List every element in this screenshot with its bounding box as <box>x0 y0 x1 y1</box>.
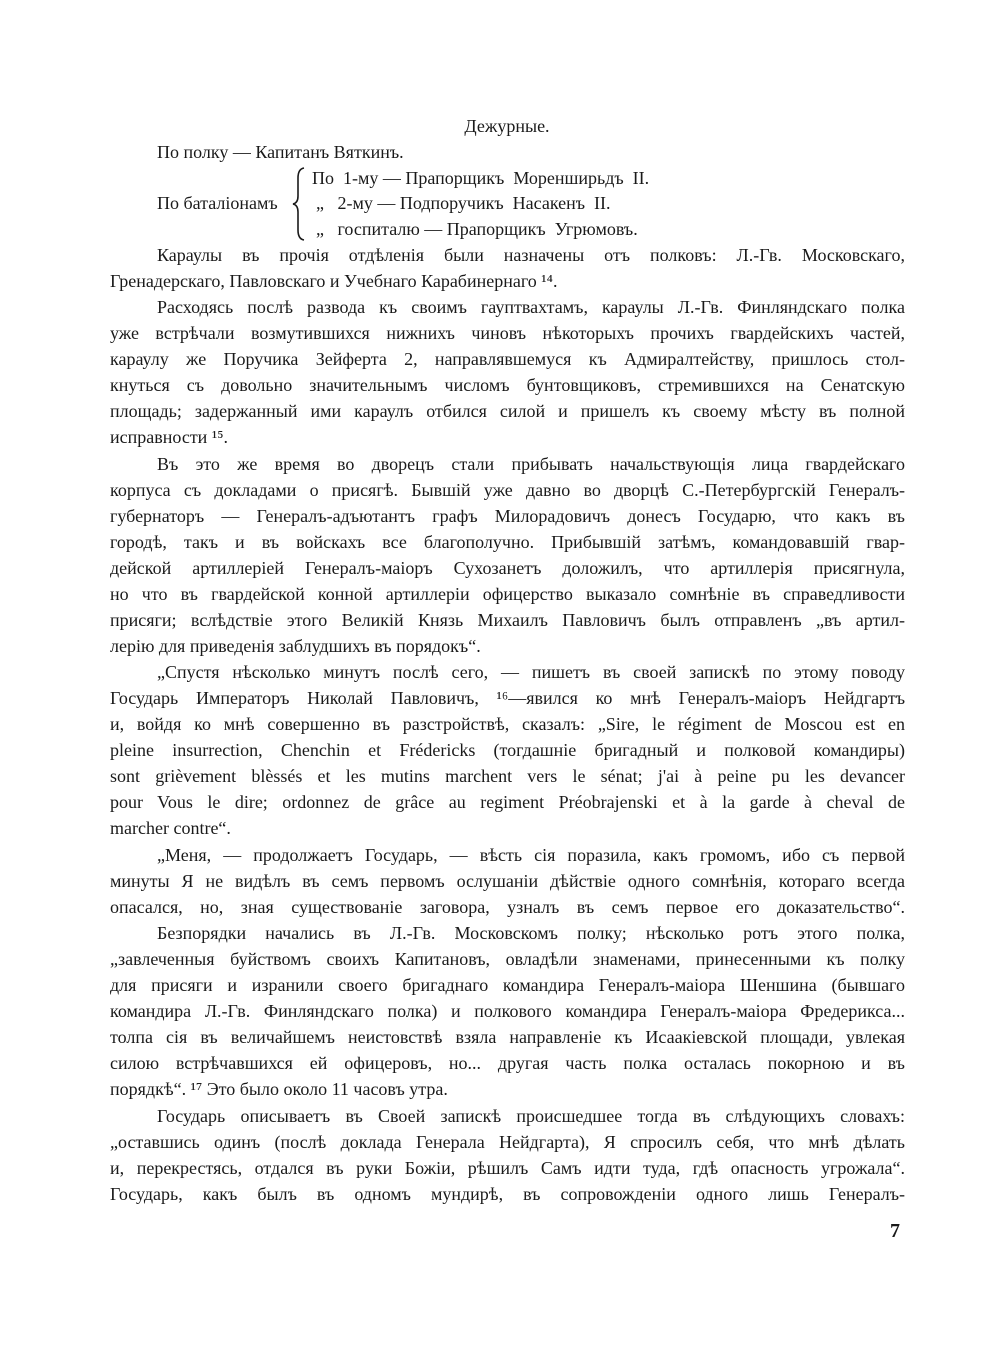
section-heading: Дежурные. <box>464 116 550 136</box>
text-line: порядкѣ“. ¹⁷ Это было около 11 часовъ утра. <box>110 1079 448 1099</box>
text-line: площадь; задержанный ими караулъ отбился силой и пришелъ къ своему мѣсту въ полной <box>110 401 905 421</box>
text-line: и, перекрестясь, отдался въ руки Божіи, рѣшилъ Самъ идти туда, гдѣ опасность угрожала“. <box>110 1158 905 1178</box>
text-line: исправности ¹⁵. <box>110 427 228 447</box>
text-line: кнуться съ довольно значительнымъ числомъ бунтовщиковъ, стремившихся на Сенатскую <box>110 375 905 395</box>
text-line: Караулы въ прочія отдѣленія были назначены отъ полковъ: Л.-Гв. Московскаго, <box>157 245 905 265</box>
paragraph <box>110 842 905 920</box>
paragraph <box>110 920 905 1102</box>
text-line: лерію для приведенія заблудшихъ въ порядокъ“. <box>110 636 481 656</box>
text-line: дейской артиллеріей Генералъ-маіоръ Сухозанетъ доложилъ, что артиллерія присягнула, <box>110 558 905 578</box>
text-line: опасался, но, зная существованіе заговора, узналъ въ семъ первое его доказательство“. <box>110 897 905 917</box>
text-line: и, войдя ко мнѣ совершенно въ разстройствѣ, сказалъ: „Sire, le régiment de Moscou est en <box>110 714 905 734</box>
paragraph <box>110 1103 905 1207</box>
text-line: Государь, какъ былъ въ одномъ мундирѣ, въ сопровожденіи одного лишь Генералъ- <box>110 1184 905 1204</box>
page-number: 7 <box>890 1220 900 1242</box>
text-line: Гренадерскаго, Павловскаго и Учебнаго Карабинернаго ¹⁴. <box>110 271 558 291</box>
text-line: pleine insurrection, Chenchin et Frédericks (тогдашніе бригадный и полковой командиры) <box>110 740 905 760</box>
battalion-row: „ госпиталю — Прапорщикъ Угрюмовъ. <box>316 219 638 239</box>
text-line: Государь Императоръ Николай Павловичъ, ¹⁶—явился ко мнѣ Генералъ-маіоръ Нейдгартъ <box>110 688 905 708</box>
text-line: Расходясь послѣ развода къ своимъ гауптвахтамъ, караулы Л.-Гв. Финляндскаго полка <box>157 297 905 317</box>
text-line: для присяги и изранили своего бригаднаго командира Генералъ-маіора Шеншина (бывшаго <box>110 975 905 995</box>
text-line: Въ это же время во дворецъ стали прибывать начальствующія лица гвардейскаго <box>157 454 905 474</box>
text-line: караулу же Поручика Зейферта 2, направлявшемуся къ Адмиралтейству, пришлось стол- <box>110 349 905 369</box>
text-line: sont grièvement blèssés et les mutins marchent vers le sénat; j'ai à peine pu les devancer <box>110 766 905 786</box>
text-line: „оставшись одинъ (послѣ доклада Генерала Нейдгарта), Я спросилъ себя, что мнѣ дѣлать <box>110 1132 905 1152</box>
brace-icon <box>292 166 308 242</box>
battalions-label: По баталіонамъ <box>157 193 278 213</box>
text-line: „завлеченныя буйствомъ своихъ Капитановъ, овладѣли знаменами, принесенными къ полку <box>110 949 905 969</box>
text-line: корпуса съ докладами о присягѣ. Бывшій уже давно во дворцѣ С.-Петербургскій Генералъ- <box>110 480 905 500</box>
text-line: минуты Я не видѣлъ въ семъ первомъ ослушаніи дѣйствіе одного сомнѣнія, котораго всегда <box>110 871 905 891</box>
battalion-row: По 1-му — Прапорщикъ Моренширьдъ II. <box>312 168 650 188</box>
duty-regiment-line: По полку — Капитанъ Вяткинъ. <box>157 142 404 162</box>
text-line: „Меня, — продолжаетъ Государь, — вѣсть сія поразила, какъ громомъ, ибо съ первой <box>157 845 905 865</box>
text-line: Государь описываетъ въ Своей запискѣ происшедшее тогда въ слѣдующихъ словахъ: <box>157 1106 905 1126</box>
text-line: но что въ гвардейской конной артиллеріи офицерство выказало сомнѣніе въ справедливости <box>110 584 905 604</box>
paragraph <box>110 659 905 841</box>
battalion-row: „ 2-му — Подпоручикъ Насакенъ II. <box>316 193 611 213</box>
paragraph <box>110 294 905 450</box>
text-line: городѣ, такъ и въ войскахъ все благополучно. Прибывшій затѣмъ, командовавшій гвар- <box>110 532 905 552</box>
text-line: толпа сія въ величайшемъ неистовствѣ взяла направленіе къ Исаакіевской площади, увлекая <box>110 1027 905 1047</box>
text-line: marcher contre“. <box>110 818 231 838</box>
paragraph <box>110 242 905 294</box>
text-line: pour Vous le dire; ordonnez de grâce au regiment Préobrajenski et à la garde à cheval de <box>110 792 905 812</box>
text-line: присяги; вслѣдствіе этого Великій Князь Михаилъ Павловичъ былъ отправленъ „въ артил- <box>110 610 905 630</box>
text-line: силою встрѣчавшихся ей офицеровъ, но... другая часть полка осталась покорною и въ <box>110 1053 905 1073</box>
text-line: Безпорядки начались въ Л.-Гв. Московскомъ полку; нѣсколько ротъ этого полка, <box>157 923 905 943</box>
text-line: уже встрѣчали возмутившихся нижнихъ чиновъ нѣкоторыхъ прочихъ гвардейскихъ частей, <box>110 323 905 343</box>
text-line: губернаторъ — Генералъ-адъютантъ графъ Милорадовичъ донесъ Государю, что какъ въ <box>110 506 905 526</box>
paragraph <box>110 451 905 659</box>
text-line: командира Л.-Гв. Финляндскаго полка) и полкового командира Генералъ-маіора Фредерикса... <box>110 1001 905 1021</box>
text-line: „Спустя нѣсколько минутъ послѣ сего, — пишетъ въ своей запискѣ по этому поводу <box>157 662 905 682</box>
